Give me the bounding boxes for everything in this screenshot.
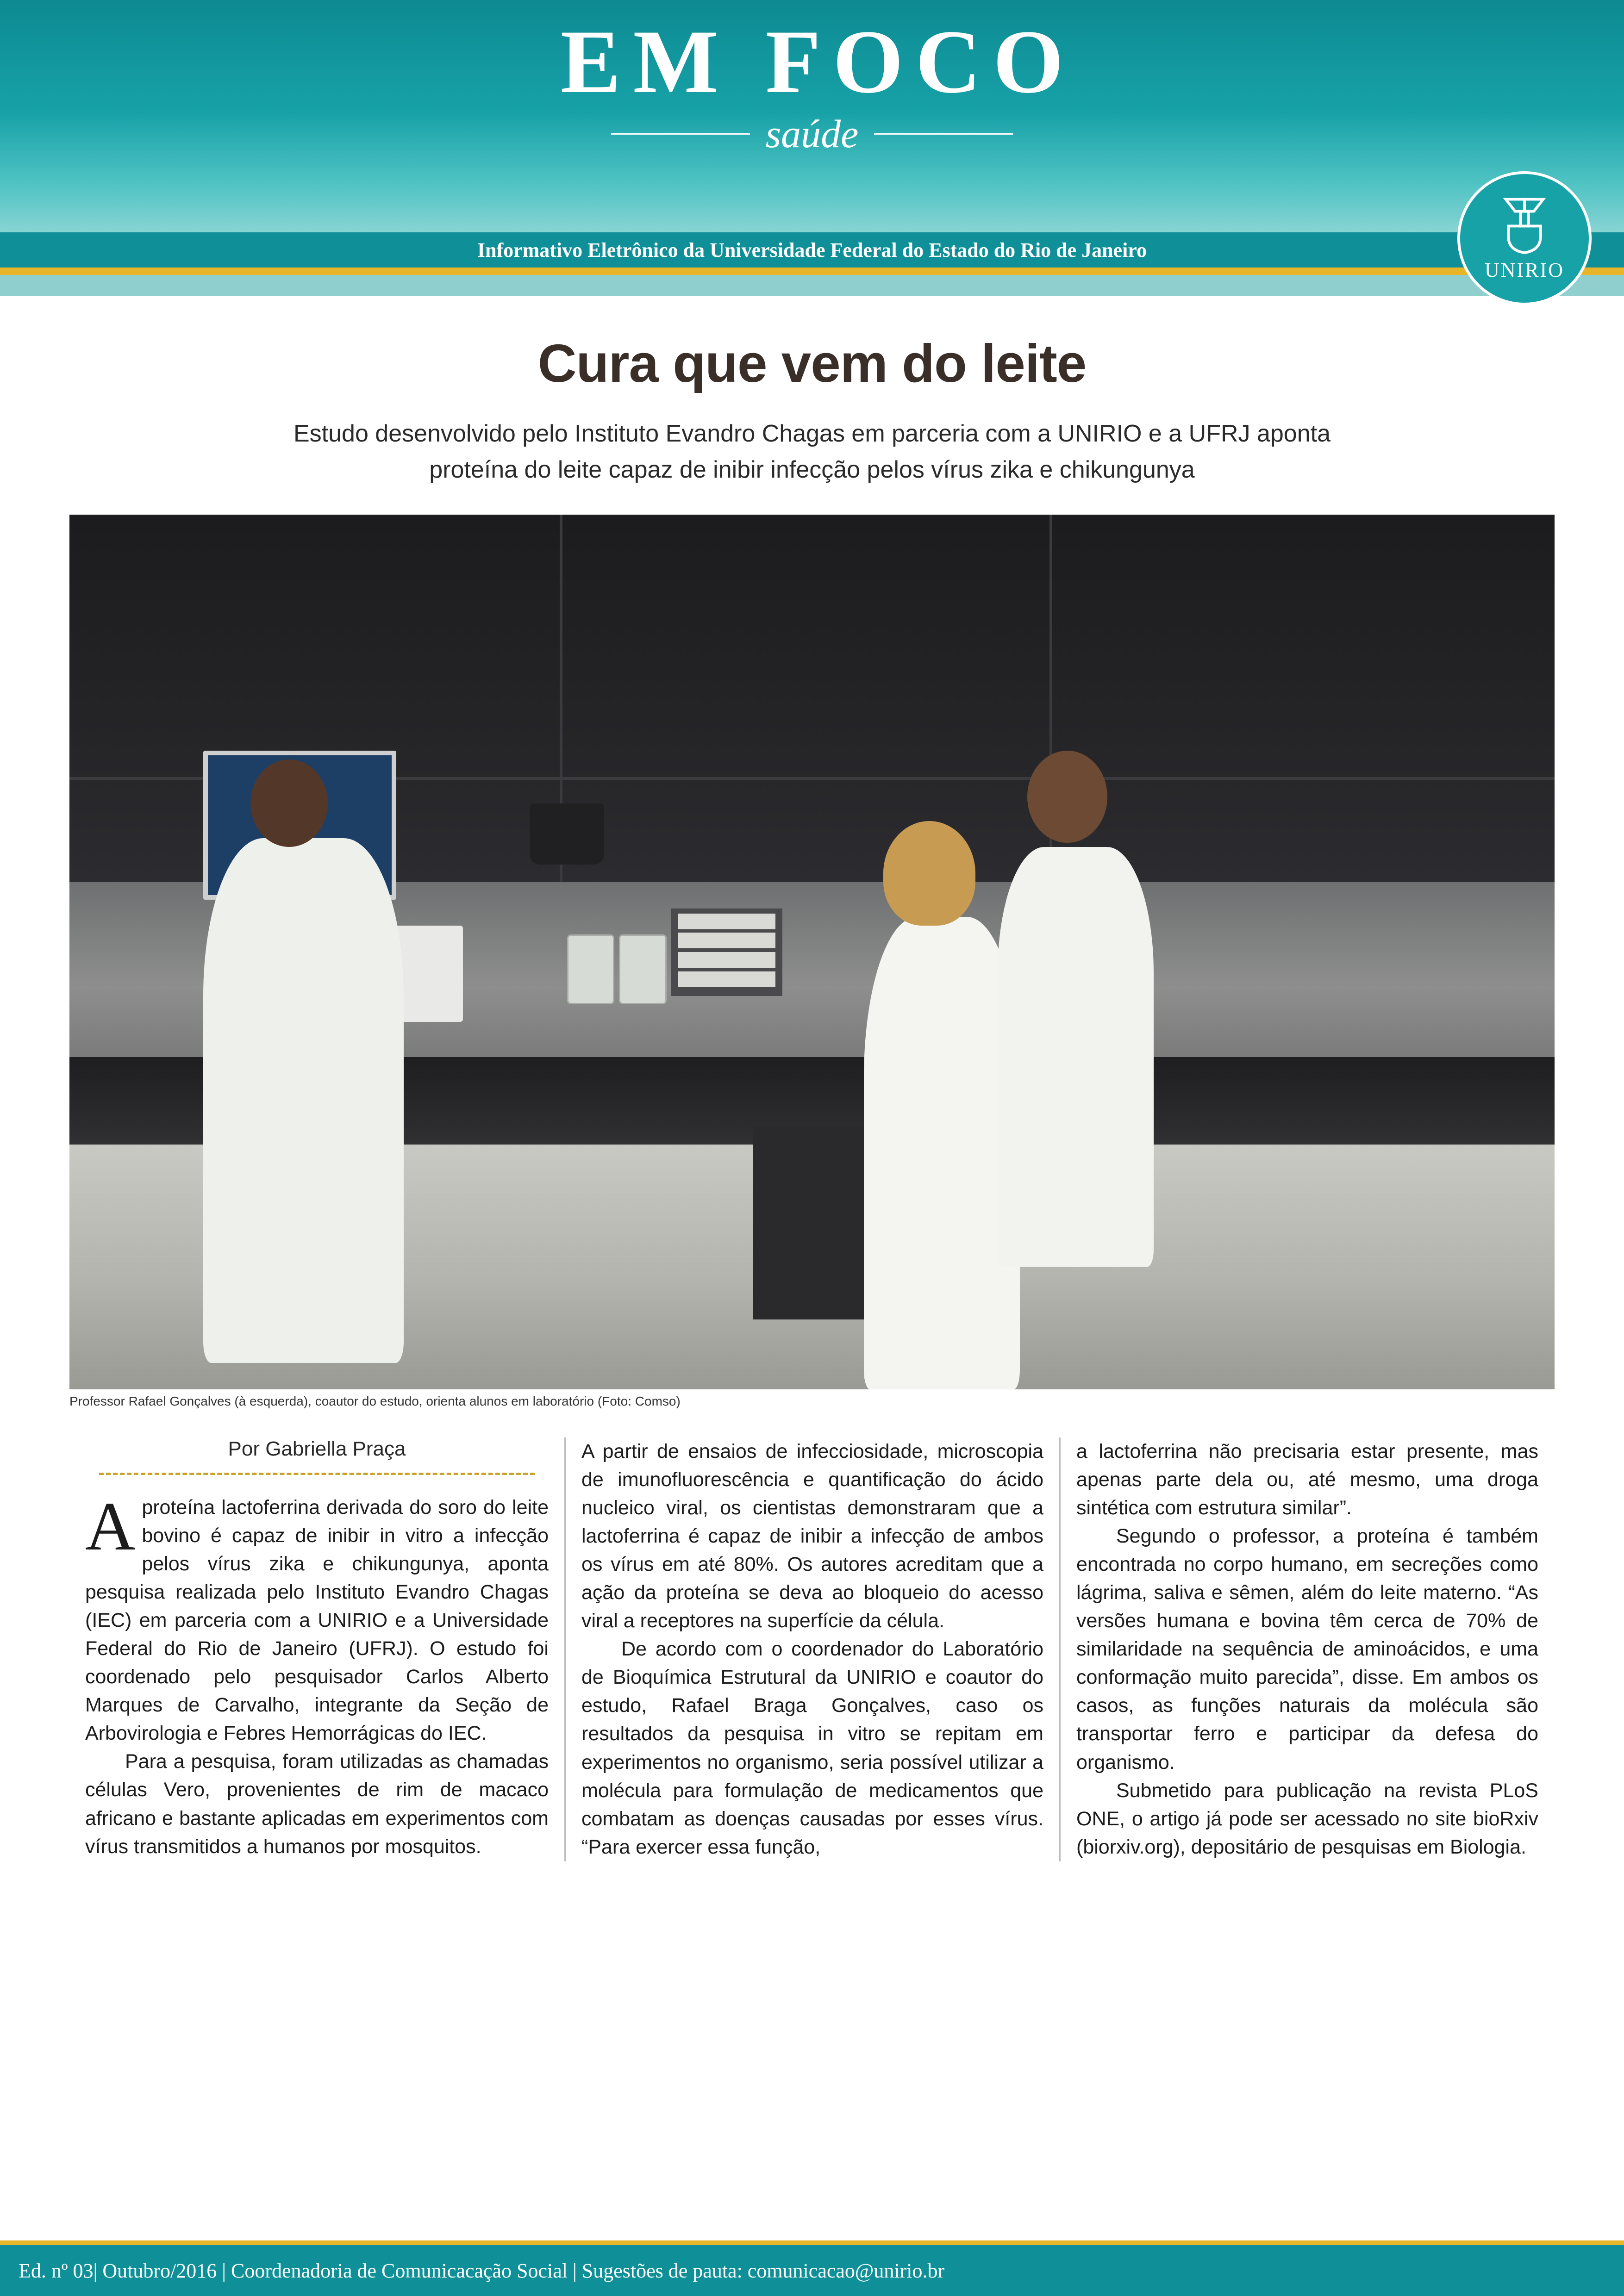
paragraph <box>85 1488 549 1748</box>
byline-divider <box>99 1473 535 1475</box>
masthead-subtitle-row <box>0 114 1624 154</box>
publication-subtitle: saúde <box>765 112 859 156</box>
photo-lamp <box>530 803 604 865</box>
drop-cap: A <box>85 1488 136 1565</box>
article-photo-figure <box>69 515 1555 1409</box>
photo-person-center-head <box>883 821 975 926</box>
masthead-strip-text: Informativo Eletrônico da Universidade Federal do Estado do Rio de Janeiro <box>477 238 1147 261</box>
photo-caption: Professor Rafael Gonçalves (à esquerda), coautor do estudo, orienta alunos em laboratório (Foto: Comso) <box>69 1394 681 1408</box>
publication-title: EM FOCO <box>560 12 1076 112</box>
footer-gold-bar <box>0 2240 1624 2245</box>
unirio-logo <box>1457 171 1592 305</box>
column-3 <box>1059 1437 1554 1861</box>
footer-text: Ed. nº 03| Outubro/2016 | Coordenadoria de Comunicacação Social | Sugestões de pauta: comunicacao@unirio.br <box>19 2259 945 2282</box>
paragraph-text: proteína lactoferrina derivada do soro do leite bovino é capaz de inibir in vitro a infecção pelos vírus zika e chikungunya, aponta pesquisa realizada pelo Instituto Evandro Chagas (IEC) em parceria com a UNIRIO e a Universidade Federal do Rio de Janeiro (UFRJ). O estudo foi coordenado pelo pesquisador Carlos Alberto Marques de Carvalho, integrante da Seção de Arbovirologia e Febres Hemorrágicas do IEC. <box>85 1496 549 1745</box>
paragraph: Submetido para publicação na revista PLoS ONE, o artigo já pode ser acessado no site bioRxiv (biorxiv.org), depositário de pesquisas em Biologia. <box>1076 1779 1538 1858</box>
column-2 <box>564 1437 1059 1861</box>
page-footer <box>0 2245 1624 2296</box>
standfirst-line-1: Estudo desenvolvido pelo Instituto Evandro Chagas em parceria com a UNIRIO e a UFRJ aponta <box>293 420 1331 447</box>
decorative-rule-right <box>874 133 1013 135</box>
paragraph: Segundo o professor, a proteína é também encontrada no corpo humano, em secreções como lágrima, saliva e sêmen, além do leite materno. “As versões humana e bovina têm cerca de 70% de similaridade na sequência de aminoácidos, e uma conformação muito parecida”, disse. Em ambos os casos, as funções naturais da molécula são transportar ferro e participar da defesa do organismo. <box>1076 1525 1538 1773</box>
masthead-strip <box>0 232 1624 268</box>
photo-bottle-1 <box>567 934 615 1004</box>
column-1 <box>69 1437 564 1861</box>
article-header <box>0 296 1624 488</box>
decorative-rule-left <box>611 133 750 135</box>
paragraph: A partir de ensaios de infecciosidade, microscopia de imunofluorescência e quantificação do ácido nucleico viral, os cientistas demonstraram que a lactoferrina é capaz de inibir a infecção de ambos os vírus em até 80%. Os autores acreditam que a ação da proteína se deva ao bloqueio do acesso viral a receptores na superfície da célula. <box>581 1440 1043 1632</box>
photo-person-right-head <box>1027 751 1107 842</box>
photo-drawer-unit <box>671 908 782 996</box>
paragraph: De acordo com o coordenador do Laboratório de Bioquímica Estrutural da UNIRIO e coautor do estudo, Rafael Braga Gonçalves, caso os resultados da pesquisa in vitro se repitam em experimentos no organismo, seria possível utilizar a molécula para formulação de medicamentos que combatam as doenças causadas por esses vírus. “Para exercer essa função, <box>581 1638 1043 1858</box>
photo-person-left <box>203 838 404 1363</box>
unirio-logo-text: UNIRIO <box>1485 258 1564 281</box>
photo-stool <box>753 1127 872 1319</box>
photo-person-right <box>998 847 1154 1267</box>
photo-person-left-head <box>250 759 328 847</box>
paragraph: a lactoferrina não precisaria estar presente, mas apenas parte dela ou, até mesmo, uma droga sintética com estrutura similar”. <box>1076 1440 1538 1519</box>
page-title: Cura que vem do leite <box>537 333 1087 393</box>
masthead <box>0 0 1624 296</box>
unirio-crest-icon <box>1490 195 1559 255</box>
photo-bottle-2 <box>619 934 667 1004</box>
standfirst-line-2: proteína do leite capaz de inibir infecção pelos vírus zika e chikungunya <box>429 456 1195 483</box>
article-byline: Por Gabriella Praça <box>228 1437 406 1460</box>
photo-person-center <box>864 917 1020 1389</box>
gold-divider-bar <box>0 268 1624 275</box>
article-body <box>69 1437 1555 1861</box>
paragraph: Para a pesquisa, foram utilizadas as chamadas células Vero, provenientes de rim de macaco africano e bastante aplicadas em experimentos com vírus transmitidos a humanos por mosquitos. <box>85 1750 549 1858</box>
laboratory-photo <box>69 515 1555 1389</box>
masthead-foot-band <box>0 275 1624 296</box>
article-standfirst <box>127 416 1497 488</box>
